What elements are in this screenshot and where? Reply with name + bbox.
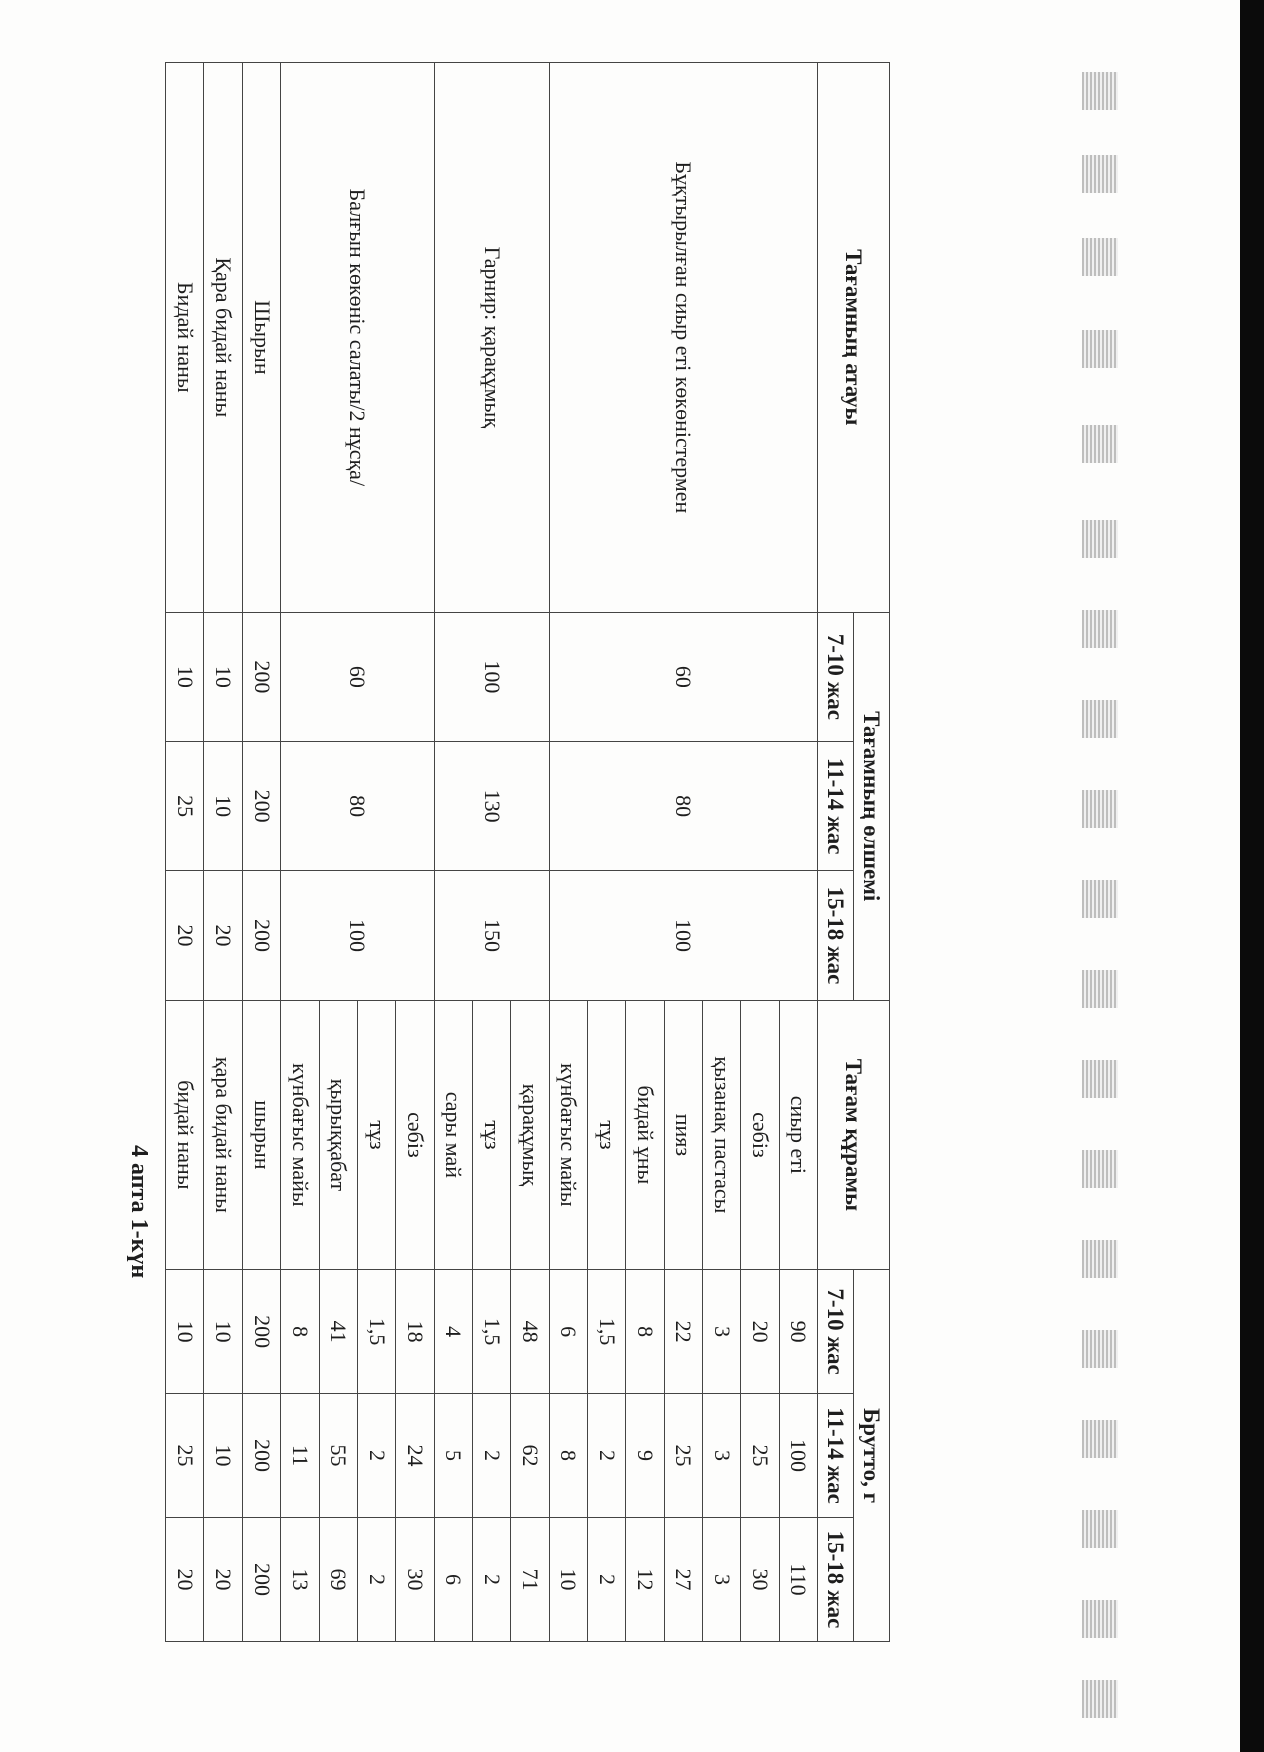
binder-mark [1082, 1240, 1118, 1278]
brutto-cell: 100 [779, 1394, 817, 1518]
binder-mark [1082, 72, 1118, 110]
ingredient-name: қырыққабат [319, 1000, 357, 1269]
binder-mark [1082, 330, 1118, 368]
portion-cell: 200 [242, 612, 280, 741]
ingredient-name: бидай ұны [626, 1000, 664, 1269]
ingredient-name: сары май [434, 1000, 472, 1269]
binder-mark [1082, 880, 1118, 918]
portion-cell: 20 [166, 871, 205, 1000]
ingredient-name: қарақұмық [511, 1000, 549, 1269]
table-row [204, 63, 242, 1642]
binder-mark [1082, 970, 1118, 1008]
binder-mark [1082, 1150, 1118, 1188]
portion-cell: 20 [204, 871, 242, 1000]
table-row [242, 63, 280, 1642]
brutto-cell: 3 [702, 1394, 740, 1518]
ingredient-name: шырын [242, 1000, 280, 1269]
header-brutto-age-15-18: 15-18 жас [818, 1517, 854, 1641]
ingredient-name: тұз [587, 1000, 625, 1269]
brutto-cell: 200 [242, 1517, 280, 1641]
binder-mark [1082, 520, 1118, 558]
ingredient-name: сиыр еті [779, 1000, 817, 1269]
brutto-cell: 11 [281, 1394, 319, 1518]
brutto-cell: 27 [664, 1517, 702, 1641]
brutto-cell: 200 [242, 1270, 280, 1394]
portion-cell: 25 [166, 742, 205, 871]
brutto-cell: 41 [319, 1270, 357, 1394]
brutto-cell: 200 [242, 1394, 280, 1518]
portion-cell: 150 [434, 871, 549, 1000]
header-portion-age-11-14: 11-14 жас [818, 742, 854, 871]
ingredient-name: сәбіз [396, 1000, 434, 1269]
header-composition: Тағам құрамы [818, 1000, 890, 1269]
ingredient-name: күнбағыс майы [281, 1000, 319, 1269]
portion-cell: 200 [242, 742, 280, 871]
portion-cell: 10 [166, 612, 205, 741]
portion-cell: 60 [549, 612, 817, 741]
dish-name: Бидай наны [166, 63, 205, 613]
portion-cell: 100 [434, 612, 549, 741]
brutto-cell: 1,5 [357, 1270, 395, 1394]
brutto-cell: 10 [166, 1270, 205, 1394]
brutto-cell: 90 [779, 1270, 817, 1394]
brutto-cell: 2 [472, 1394, 510, 1518]
brutto-cell: 48 [511, 1270, 549, 1394]
brutto-cell: 20 [741, 1270, 779, 1394]
brutto-cell: 6 [434, 1517, 472, 1641]
brutto-cell: 2 [587, 1394, 625, 1518]
brutto-cell: 1,5 [587, 1270, 625, 1394]
brutto-cell: 5 [434, 1394, 472, 1518]
brutto-cell: 30 [741, 1517, 779, 1641]
header-brutto-age-11-14: 11-14 жас [818, 1394, 854, 1518]
brutto-cell: 25 [166, 1394, 205, 1518]
brutto-cell: 10 [549, 1517, 587, 1641]
brutto-cell: 2 [587, 1517, 625, 1641]
ingredient-name: қара бидай наны [204, 1000, 242, 1269]
brutto-cell: 8 [281, 1270, 319, 1394]
portion-cell: 100 [549, 871, 817, 1000]
table-row [779, 63, 817, 1642]
dish-name: Қара бидай наны [204, 63, 242, 613]
ingredient-name: қызанақ пастасы [702, 1000, 740, 1269]
header-portion-age-15-18: 15-18 жас [818, 871, 854, 1000]
brutto-cell: 6 [549, 1270, 587, 1394]
brutto-cell: 12 [626, 1517, 664, 1641]
brutto-cell: 3 [702, 1517, 740, 1641]
binder-mark [1082, 1060, 1118, 1098]
binder-mark [1082, 1600, 1118, 1638]
binder-mark [1082, 1510, 1118, 1548]
brutto-cell: 3 [702, 1270, 740, 1394]
menu-table [165, 62, 890, 1642]
table-row [511, 63, 549, 1642]
brutto-cell: 1,5 [472, 1270, 510, 1394]
dish-name: Гарнир: қарақұмық [434, 63, 549, 613]
ingredient-name: күнбағыс майы [549, 1000, 587, 1269]
brutto-cell: 2 [357, 1394, 395, 1518]
page-caption: 4 апта 1-күн [126, 1145, 152, 1279]
brutto-cell: 8 [549, 1394, 587, 1518]
portion-cell: 130 [434, 742, 549, 871]
ingredient-name: пияз [664, 1000, 702, 1269]
header-portion-age-7-10: 7-10 жас [818, 612, 854, 741]
portion-cell: 200 [242, 871, 280, 1000]
ingredient-name: сәбіз [741, 1000, 779, 1269]
binder-mark [1082, 1330, 1118, 1368]
binder-mark [1082, 610, 1118, 648]
brutto-cell: 2 [357, 1517, 395, 1641]
binder-mark [1082, 238, 1118, 276]
brutto-cell: 30 [396, 1517, 434, 1641]
ingredient-name: тұз [472, 1000, 510, 1269]
brutto-cell: 22 [664, 1270, 702, 1394]
brutto-cell: 62 [511, 1394, 549, 1518]
table-row [166, 63, 205, 1642]
header-name: Тағамның атауы [818, 63, 890, 613]
portion-cell: 60 [281, 612, 434, 741]
brutto-cell: 25 [741, 1394, 779, 1518]
brutto-cell: 69 [319, 1517, 357, 1641]
scanner-edge [1240, 0, 1264, 1752]
binder-mark [1082, 790, 1118, 828]
binder-mark [1082, 155, 1118, 193]
brutto-cell: 10 [204, 1394, 242, 1518]
brutto-cell: 4 [434, 1270, 472, 1394]
binder-mark [1082, 1680, 1118, 1718]
portion-cell: 10 [204, 612, 242, 741]
binder-mark [1082, 1420, 1118, 1458]
brutto-cell: 24 [396, 1394, 434, 1518]
dish-name: Балғын көкөніс салаты/2 нұсқа/ [281, 63, 434, 613]
brutto-cell: 9 [626, 1394, 664, 1518]
header-brutto-age-7-10: 7-10 жас [818, 1270, 854, 1394]
brutto-cell: 2 [472, 1517, 510, 1641]
brutto-cell: 8 [626, 1270, 664, 1394]
ingredient-name: бидай наны [166, 1000, 205, 1269]
portion-cell: 80 [549, 742, 817, 871]
brutto-cell: 55 [319, 1394, 357, 1518]
portion-cell: 80 [281, 742, 434, 871]
brutto-cell: 18 [396, 1270, 434, 1394]
brutto-cell: 25 [664, 1394, 702, 1518]
header-portion: Тағамның өлшемі [854, 612, 890, 1000]
brutto-cell: 20 [166, 1517, 205, 1641]
dish-name: Шырын [242, 63, 280, 613]
binder-mark [1082, 700, 1118, 738]
brutto-cell: 10 [204, 1270, 242, 1394]
table-row [396, 63, 434, 1642]
brutto-cell: 20 [204, 1517, 242, 1641]
portion-cell: 100 [281, 871, 434, 1000]
dish-name: Бұқтырылған сиыр еті көкөністермен [549, 63, 817, 613]
portion-cell: 10 [204, 742, 242, 871]
binder-mark [1082, 425, 1118, 463]
brutto-cell: 13 [281, 1517, 319, 1641]
brutto-cell: 71 [511, 1517, 549, 1641]
header-brutto: Брутто, г [854, 1270, 890, 1642]
ingredient-name: тұз [357, 1000, 395, 1269]
brutto-cell: 110 [779, 1517, 817, 1641]
